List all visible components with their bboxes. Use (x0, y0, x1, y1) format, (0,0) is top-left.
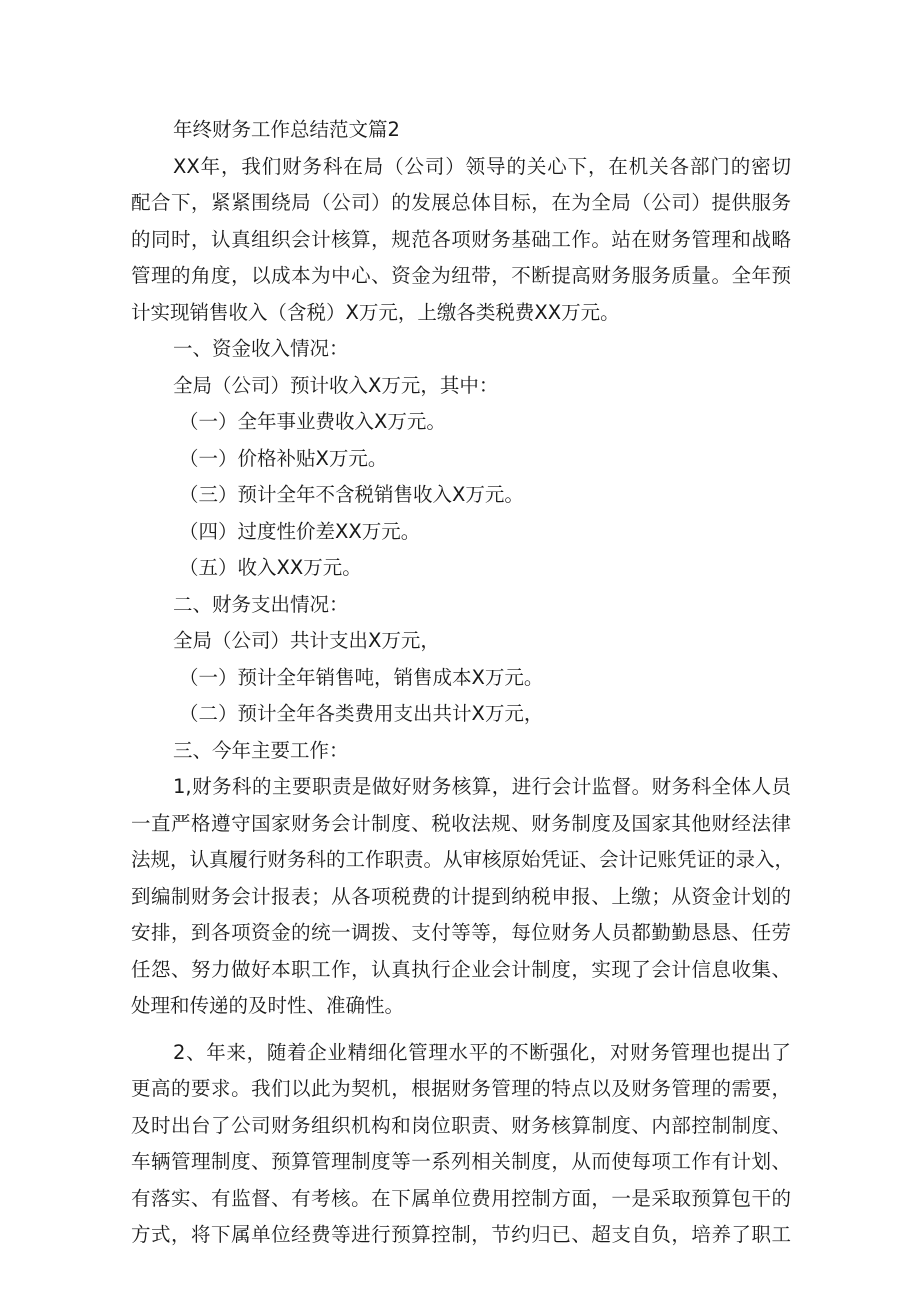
paragraph-line: 计实现销售收入（含税）X万元，上缴各类税费XX万元。 (131, 300, 620, 324)
paragraph-line: 管理的角度，以成本为中心、资金为纽带，不断提高财务服务质量。全年预 (131, 264, 791, 287)
paragraph-line: 的同时，认真组织会计核算，规范各项财务基础工作。站在财务管理和战略 (131, 227, 791, 251)
expense-summary: 全局（公司）共计支出X万元， (173, 629, 440, 652)
section-heading-work: 三、今年主要工作： (173, 738, 349, 762)
paragraph-line: 方式，将下属单位经费等进行预算控制，节约归已、超支自负，培养了职工 (131, 1223, 791, 1246)
document-body (131, 112, 795, 1254)
paragraph-line: 1,财务科的主要职责是做好财务核算，进行会计监督。财务科全体人员 (173, 775, 791, 798)
paragraph-line: 法规，认真履行财务科的工作职责。从审核原始凭证、会计记账凭证的录入， (131, 848, 795, 871)
list-item: （一）全年事业费收入X万元。 (179, 410, 446, 433)
paragraph-line: 配合下，紧紧围绕局（公司）的发展总体目标，在为全局（公司）提供服务 (131, 191, 791, 214)
paragraph-line: 处理和传递的及时性、准确性。 (131, 994, 405, 1017)
list-item: （二）预计全年各类费用支出共计X万元， (179, 702, 544, 725)
section-heading-expense: 二、财务支出情况： (173, 592, 349, 616)
paragraph-line: 有落实、有监督、有考核。在下属单位费用控制方面，一是采取预算包干的 (131, 1186, 791, 1210)
paragraph-line: 任怨、努力做好本职工作，认真执行企业会计制度，实现了会计信息收集、 (131, 957, 791, 981)
section-heading-income: 一、资金收入情况： (173, 337, 349, 360)
paragraph-line: 安排，到各项资金的统一调拨、支付等等，每位财务人员都勤勤恳恳、任劳 (131, 921, 791, 944)
work-paragraph-1 (131, 769, 795, 1025)
paragraph-gap (131, 1025, 791, 1035)
paragraph-line: 及时出台了公司财务组织机构和岗位职责、财务核算制度、内部控制制度、 (131, 1113, 791, 1137)
income-summary: 全局（公司）预计收入X万元，其中： (173, 373, 499, 397)
paragraph-line: 更高的要求。我们以此为契机，根据财务管理的特点以及财务管理的需要， (131, 1077, 791, 1100)
list-item: （四）过度性价差XX万元。 (179, 519, 421, 543)
paragraph-line: 到编制财务会计报表；从各项税费的计提到纳税申报、上缴；从资金计划的 (131, 884, 791, 908)
document-title: 年终财务工作总结范文篇2 (173, 118, 400, 141)
paragraph-line: 2、年来，随着企业精细化管理水平的不断强化，对财务管理也提出了 (173, 1040, 791, 1064)
paragraph-line: XX年，我们财务科在局（公司）领导的关心下，在机关各部门的密切 (173, 154, 791, 178)
paragraph-line: 一直严格遵守国家财务会计制度、税收法规、财务制度及国家其他财经法律 (131, 811, 791, 835)
list-item: （一）价格补贴X万元。 (179, 446, 388, 470)
list-item: （三）预计全年不含税销售收入X万元。 (179, 483, 524, 506)
list-item: （五）收入XX万元。 (179, 556, 362, 579)
paragraph-line: 车辆管理制度、预算管理制度等一系列相关制度，从而使每项工作有计划、 (131, 1150, 791, 1173)
intro-paragraph (131, 149, 791, 332)
work-paragraph-2 (131, 1035, 791, 1254)
list-item: （一）预计全年销售吨，销售成本X万元。 (179, 665, 544, 689)
